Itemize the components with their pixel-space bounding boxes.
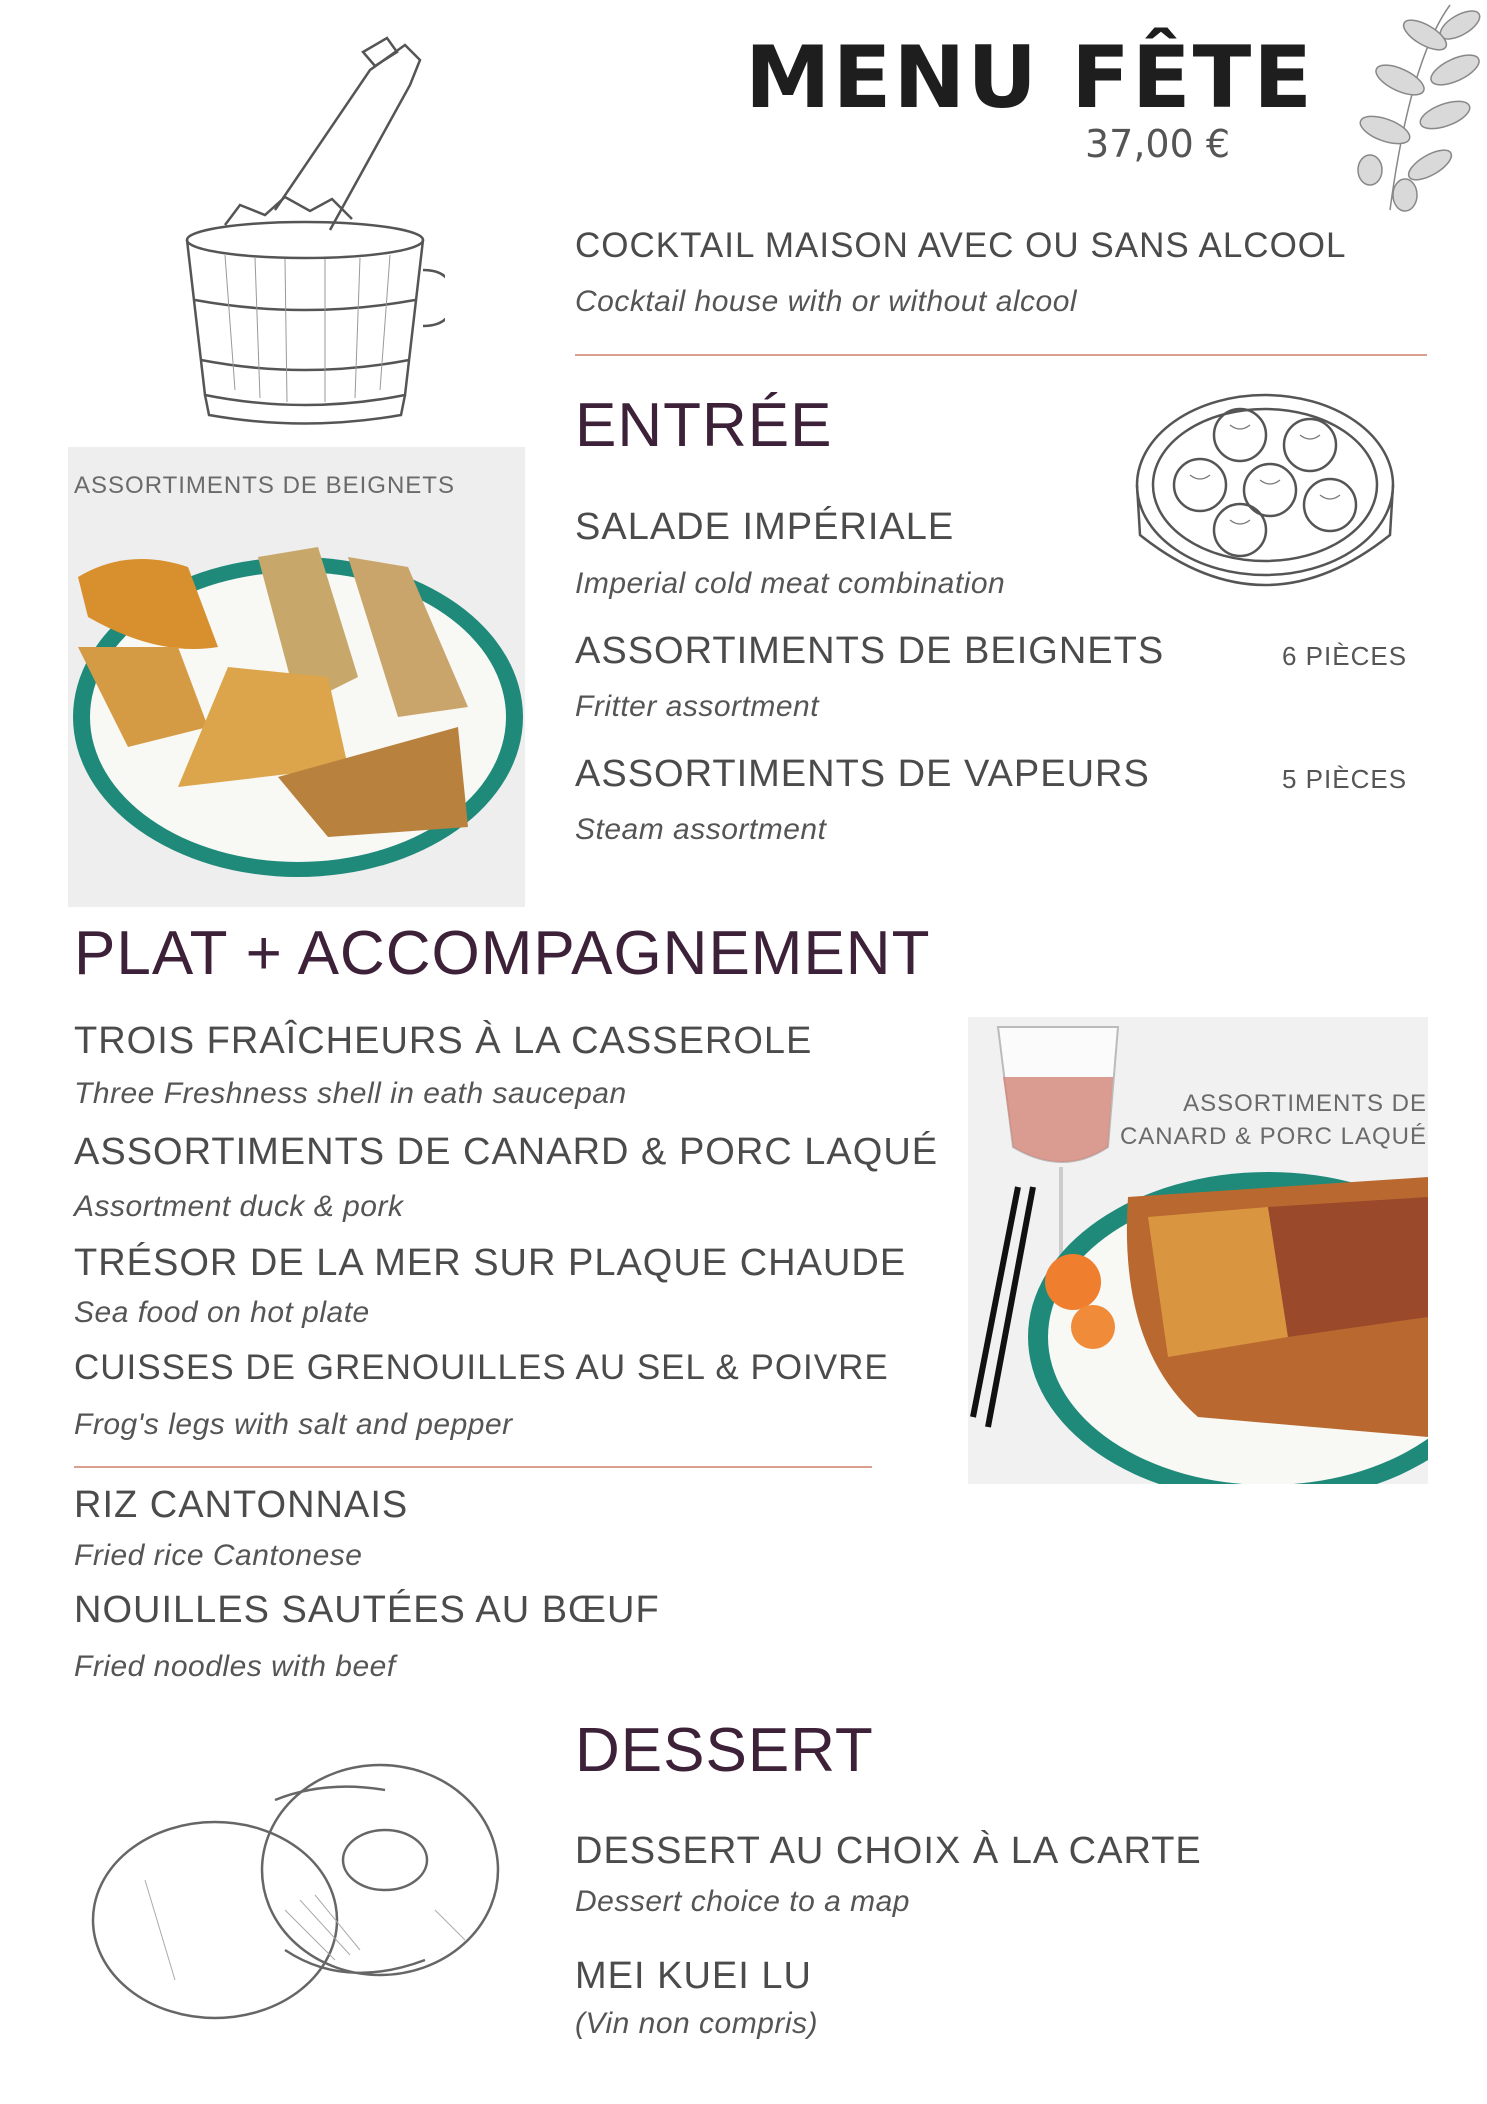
duck-pork-photo: [968, 1017, 1428, 1484]
side-item-translation: Fried rice Cantonese: [74, 1539, 363, 1572]
entree-item-name: SALADE IMPÉRIALE: [575, 506, 955, 548]
entree-item-pieces: 6 PIÈCES: [1282, 641, 1408, 671]
menu-price: 37,00 €: [1085, 122, 1231, 166]
plat-item-translation: Three Freshness shell in eath saucepan: [74, 1077, 627, 1110]
dessert-heading: DESSERT: [575, 1716, 874, 1785]
entree-item-translation: Fritter assortment: [575, 690, 820, 723]
plat-item-translation: Frog's legs with salt and pepper: [74, 1408, 513, 1441]
olive-branch-icon: [1330, 0, 1487, 220]
side-item-name: RIZ CANTONNAIS: [74, 1484, 409, 1526]
dessert-item-name: DESSERT AU CHOIX À LA CARTE: [575, 1830, 1202, 1872]
plat-item-translation: Sea food on hot plate: [74, 1296, 370, 1329]
beignets-photo-caption: ASSORTIMENTS DE BEIGNETS: [74, 472, 455, 499]
cocktail-translation: Cocktail house with or without alcool: [575, 285, 1078, 318]
plat-item-name: ASSORTIMENTS DE CANARD & PORC LAQUÉ: [74, 1131, 939, 1173]
champagne-bucket-icon: [165, 30, 445, 430]
plat-item-name: TRÉSOR DE LA MER SUR PLAQUE CHAUDE: [74, 1242, 907, 1284]
entree-item-translation: Imperial cold meat combination: [575, 567, 1006, 600]
entree-item-pieces: 5 PIÈCES: [1282, 764, 1408, 794]
entree-item-name: ASSORTIMENTS DE BEIGNETS: [575, 630, 1165, 672]
duck-photo-caption: CANARD & PORC LAQUÉ: [1119, 1123, 1427, 1150]
cocktail-name: COCKTAIL MAISON AVEC OU SANS ALCOOL: [575, 226, 1347, 265]
menu-title: MENU FÊTE: [745, 28, 1314, 128]
plat-item-translation: Assortment duck & pork: [74, 1190, 404, 1223]
dessert-item-name: MEI KUEI LU: [575, 1955, 812, 1997]
donuts-icon: [85, 1760, 515, 2030]
entree-item-translation: Steam assortment: [575, 813, 827, 846]
entree-item-name: ASSORTIMENTS DE VAPEURS: [575, 753, 1150, 795]
side-item-name: NOUILLES SAUTÉES AU BŒUF: [74, 1589, 660, 1631]
plat-item-name: TROIS FRAÎCHEURS À LA CASSEROLE: [74, 1020, 813, 1062]
plat-heading: PLAT + ACCOMPAGNEMENT: [74, 919, 931, 988]
dessert-item-translation: Dessert choice to a map: [575, 1885, 910, 1918]
side-item-translation: Fried noodles with beef: [74, 1650, 396, 1683]
divider: [575, 354, 1427, 356]
duck-photo-caption: ASSORTIMENTS DE: [1183, 1090, 1427, 1117]
entree-heading: ENTRÉE: [575, 391, 833, 460]
beignets-photo: [68, 447, 525, 907]
dim-sum-steamer-icon: [1130, 385, 1400, 625]
dessert-item-translation: (Vin non compris): [575, 2007, 819, 2040]
duck-plate-image: [968, 1017, 1428, 1484]
plat-item-name: CUISSES DE GRENOUILLES AU SEL & POIVRE: [74, 1348, 889, 1387]
divider: [74, 1466, 872, 1468]
fritter-plate-image: [68, 447, 525, 907]
